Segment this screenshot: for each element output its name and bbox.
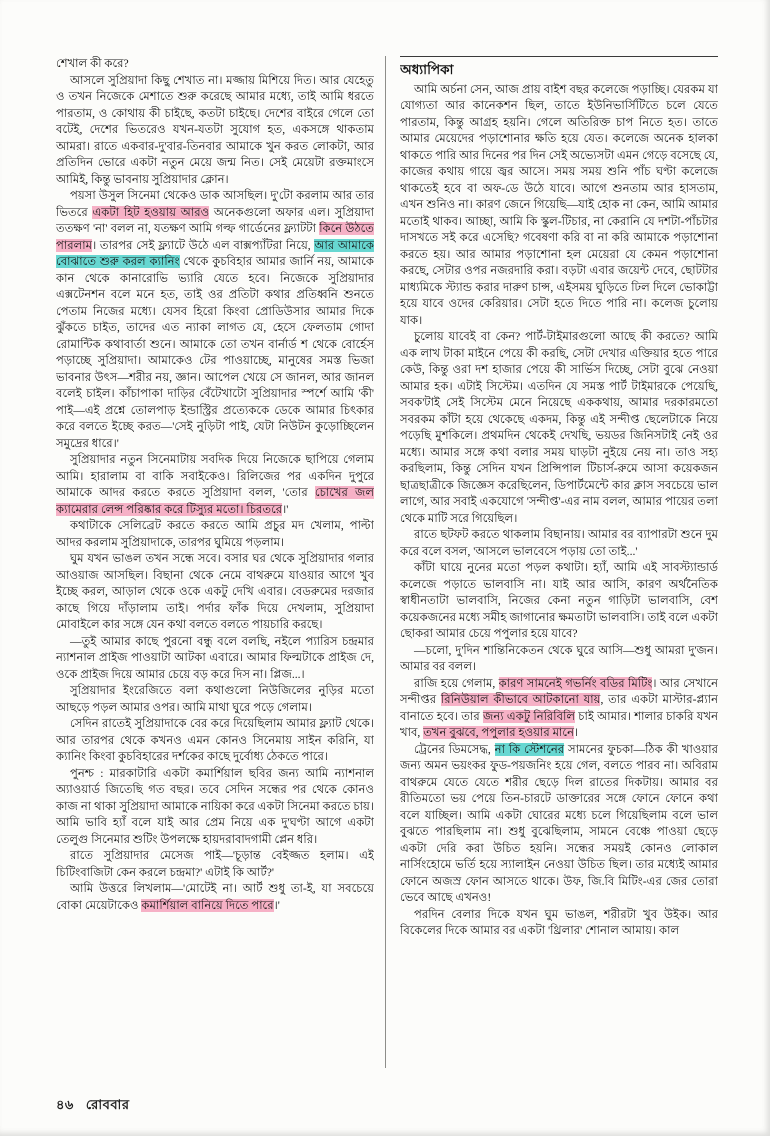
text-segment: শেখাল কী করে? bbox=[56, 57, 129, 70]
paragraph bbox=[400, 643, 718, 676]
paragraph bbox=[56, 518, 374, 551]
text-segment: রাতে ছটফট করতে থাকলাম বিছানায়। আমার বর ব্যাপারটা শুনে দুম করে বলে বসল, 'আসলে ভালবেসে পড়ায় তো তাই...' bbox=[400, 528, 718, 558]
text-segment: রাজি হয়ে গেলাম, bbox=[414, 676, 499, 690]
text-segment: সুপ্রিয়াদার ইংরেজিতে বলা কথাগুলো নিউজিলের নুড়ির মতো আছড়ে পড়ল আমার ওপর। আমি মাথা ঘুরে পড়ে গেলাম। bbox=[56, 684, 374, 714]
text-segment: । আর সেখানে সন্দীপ্তর bbox=[400, 676, 718, 706]
text-segment: আসলে সুপ্রিয়াদা কিছু শেখাত না। মজ্জায় মিশিয়ে দিত। আর যেহেতু ও তখন নিজেকে মেশাতে শুরু করেছে আমার মধ্যে, তাই আমি ধরতে পারতাম, ও কোথায় কী চাইছে, কতটা চাইছে। দেশের বাইরে গেলে তো বটেই, দেশের ভিতরেও যখন-যতটা সুযোগ হত, একসঙ্গে থাকতাম আমরা। রাতে একবার-দু'বার-তিনবার আমাকে খুন করত লোকটা, আর প্রতিদিন ভোরে একটা নতুন মেয়ে জন্ম নিত। সেই মেয়েটা রক্তমাংসে আমিই, কিন্তু ভাবনায় সুপ্রিয়াদার ক্লোন। bbox=[56, 73, 374, 186]
text-segment: পয়সা উসুল সিনেমা থেকেও ডাক আসছিল। দু'টো করলাম আর তার ভিতরে bbox=[56, 189, 374, 219]
text-segment: । bbox=[574, 726, 579, 739]
paragraph bbox=[400, 560, 718, 643]
paragraph bbox=[400, 676, 718, 742]
paragraph bbox=[56, 881, 374, 914]
paragraph bbox=[400, 329, 718, 527]
footer-page-number: ৪৬ bbox=[56, 1097, 74, 1112]
text-segment: কাঁটা ঘায়ে নুনের মতো পড়ল কথাটা। হ্যাঁ, আমি এই সাবস্ট্যান্ডার্ড কলেজে পড়াতে ভালবাসি না। যাই আর আসি, কারণ অর্থনৈতিক স্বাধীনতাটা ভালবাসি, নিজের কেনা নতুন গাড়িটা ভালবাসি, বেশ কয়েকজনের মধ্যে সমীহ জাগানোর ক্ষমতাটা ভালবাসি। তাই বলে একটা ছোকরা আমার চেয়ে পপুলার হয়ে যাবে? bbox=[400, 561, 718, 640]
text-segment: । তারপর সেই ফ্ল্যাটে উঠে এল বাক্সপ্যাঁটরা নিয়ে, bbox=[92, 238, 315, 252]
paragraph bbox=[56, 452, 374, 518]
paragraph bbox=[56, 188, 374, 452]
column-divider bbox=[385, 56, 386, 1068]
highlight-pink: একটা হিট হওয়ায় আরও bbox=[92, 205, 210, 219]
highlight-cyan: না কি স্টেশনের bbox=[494, 742, 565, 756]
page-footer bbox=[56, 1096, 129, 1117]
paragraph bbox=[56, 848, 374, 881]
text-segment: পরদিন বেলার দিকে যখন ঘুম ভাঙল, শরীরটা খুব উইক। আর বিকেলের দিকে আমার বর একটা 'থ্রিলার' শোনাল আমায়। কাল bbox=[400, 907, 718, 937]
text-segment: চুলোয় যাবেই বা কেন? পার্ট-টাইমারগুলো আছে কী করতে? আমি এক লাখ টাকা মাইনে পেয়ে কী করছি, সেটা দেখার এক্তিয়ার হতে পারে কেউ, কিন্তু ওরা দশ হাজার পেয়ে কী সার্ভিস দিচ্ছে, সেটা বুঝে নেওয়া আমার হক। এটাই সিস্টেম। এতদিন যে সমস্ত পার্ট টাইমারকে পেয়েছি, সবক'টাই সেই সিস্টেম মেনে নিয়েছে এককথায়, আমার দরকারমতো সবরকম কাঁটা হয়ে থেকেছে একদম, কিন্তু এই সন্দীপ্ত ছেলেটাকে নিয়ে পড়েছি মুশকিলে। প্রথমদিন থেকেই দেখছি, ভয়ডর জিনিসটাই নেই ওর মধ্যে। আমার সঙ্গে কথা বলার সময় ঘাড়টা নুইয়ে নেয় না। তাও সহ্য করছিলাম, কিন্তু সেদিন যখন প্রিন্সিপাল টিচার্স-রুমে আসা কয়েকজন ছাত্রছাত্রীকে জিজ্ঞেস করেছিলেন, ডিপার্টমেন্টে কার ক্লাস সবচেয়ে ভাল লাগে, আর সবাই একযোগে 'সন্দীপ্ত'-এর নাম বলল, আমার পায়ের তলা থেকে মাটি সরে গিয়েছিল। bbox=[400, 330, 718, 525]
paragraph bbox=[400, 82, 718, 330]
text-segment: ।' bbox=[282, 502, 289, 516]
paragraph bbox=[400, 527, 718, 560]
text-segment: অনেকগুলো অফার এল। সুপ্রিয়াদা ততক্ষণ 'না' বলল না, যতক্ষণ আমি গল্ফ গার্ডেনের ফ্ল্যাটটা bbox=[56, 205, 374, 235]
paragraph bbox=[56, 766, 374, 849]
text-segment: রাতে সুপ্রিয়াদার মেসেজ পাই—'চূড়ান্ত বেইজ্জত হলাম। এই চিটিংবাজিটা কেন করলে চন্দ্রমা?' এটাই কি আর্ট?' bbox=[56, 849, 374, 879]
highlight-pink: রিনিউয়াল কীভাবে আটকানো যায় bbox=[440, 693, 601, 706]
text-segment: পুনশ্চ : মারকাটারি একটা কমার্শিয়াল ছবির জন্য আমি ন্যাশনাল অ্যাওয়ার্ড জিতেছি গত বছর। তবে সেদিন সন্ধের পর থেকে কোনও কাজ না থাকা সুপ্রিয়াদা আমাকে নায়িকা করে একটা সিনেমা করতে চায়। আমি ভাবি হ্যাঁ বলে যাই আর প্রেম নিয়ে এক দু'ঘণ্টা আগে একটা তেলুগু সিনেমার শুটিং উপলক্ষে হায়দরাবাদগামী প্লেন ধরি। bbox=[56, 766, 374, 846]
text-segment: আমি উত্তরে লিখলাম—'মোটেই না। আর্ট শুধু তা-ই, যা সবচেয়ে বোকা মেয়েটাকেও bbox=[56, 882, 374, 912]
text-segment: সুপ্রিয়াদার নতুন সিনেমাটায় সবদিক দিয়ে নিজেকে ছাপিয়ে গেলাম আমি। হারালাম বা বাকি সবাইকেও। রিলিজের পর একদিন দুপুরে আমাকে আদর করতে করতে সুপ্রিয়াদা বলল, 'তোর bbox=[56, 453, 374, 499]
paragraph bbox=[56, 683, 374, 716]
text-segment: কথাটাকে সেলিব্রেট করতে করতে আমি প্রচুর মদ খেলাম, পাল্টা আদর করলাম সুপ্রিয়াদাকে, তারপর ঘুমিয়ে পড়লাম। bbox=[56, 519, 374, 549]
paragraph bbox=[400, 742, 718, 907]
text-segment: —তুই আমার কাছে পুরনো বন্ধু বলে বলছি, নইলে প্যারিস চন্দ্রমার ন্যাশনাল প্রাইজ পাওয়াটা আটকা এবারে। আমার ফিল্মটাকে প্রাইজ দে, ওকে প্রাইজ দিয়ে আমার চেয়ে বড় করে দিস না। প্লিজ...। bbox=[56, 634, 374, 681]
text-segment: ঘুম যখন ভাঙল তখন সন্ধে সবে। বসার ঘর থেকে সুপ্রিয়াদার গলার আওয়াজ আসছিল। বিছানা থেকে নেমে বাথরুমে যাওয়ার আগে খুব ইচ্ছে করল, আড়াল থেকে ওকে একটু দেখি এবার। বেডরুমের দরজার কাছে গিয়ে দাঁড়ালাম তাই। পর্দার ফাঁক দিয়ে দেখলাম, সুপ্রিয়াদা মোবাইলে কার সঙ্গে যেন কথা বলতে বলতে পায়চারি করছে। bbox=[56, 552, 374, 631]
paragraph bbox=[56, 73, 374, 189]
page-content bbox=[56, 56, 718, 1070]
text-segment: —চলো, দু'দিন শান্তিনিকেতন থেকে ঘুরে আসি—শুধু আমরা দু'জন। আমার বর বলল। bbox=[400, 643, 718, 673]
text-segment: সামনের ফুচকা—ঠিক কী খাওয়ার জন্য অমন ভয়ংকর ফুড-পয়জনিং হয়ে গেল, বলতে পারব না। অবিরাম বাথরুমে যেতে যেতে শরীর ছেড়ে দিল রাতের দিকটায়। আমার বর রীতিমতো ভয় পেয়ে তিন-চারটে ডাক্তারের সঙ্গে ফোনে ফোনে কথা বলে যাচ্ছিল। আমি একটা ঘোরের মধ্যে চলে গিয়েছিলাম বলে ভাল বুঝতে পারছিলাম না। শুধু বুঝেছিলাম, সামনে বেঞ্চে পাওয়া ছেড়ে একটা দেরি করা উচিত হয়নি। সন্ধের সময়ই কোনও লোকাল নার্সিংহোমে ভর্তি হয়ে স্যালাইন নেওয়া উচিত ছিল। তার মধ্যেই আমার ফোনে অজস্র ফোন আসতে থাকে। উফ, জি.বি মিটিং-এর জের তোরা ভেবে আছে এখনও! bbox=[400, 742, 718, 904]
paragraph bbox=[56, 716, 374, 766]
text-segment: , তার একটা মাস্টার-প্ল্যান বানাতে হবে। তার bbox=[400, 693, 718, 723]
text-segment: থেকে কুচবিহার আমার জার্নি নয়, আমাকে কান থেকে কানারোভি ভ্যারি যেতে হবে। নিজেকে সুপ্রিয়াদার এক্সটেনশন বলে মনে হত, তাই ওর প্রতিটা কথার প্রতিধ্বনি শুনতে পেতাম নিজের মধ্যে। যেসব হিরো কিংবা প্রোডিউসার আমার দিকে ঝুঁকতে চাইত, তাদের এত ন্যাকা লাগত যে, হেসে ফেলতাম গোদা রোমান্টিক কথাবার্তা শুনে। আমাকে তো তখন বার্নার্ড শ থেকে বোর্হেস পড়াচ্ছে সুপ্রিয়াদা। আমাকেও টের পাওয়াচ্ছে, মানুষের সমস্ত ভিজা ভাবনার উৎস—শরীর নয়, জ্ঞান। আপেল খেয়ে সে জানল, আর জানল বলেই চাইল। কাঁচাপাকা দাড়ির বেঁটেখাটো সুপ্রিয়াদার স্পর্শে আমি 'কী' পাই—এই প্রশ্নে তোলপাড় ইন্ডাস্ট্রির প্রত্যেককে ডেকে আমার চিৎকার করে বলতে ইচ্ছে করত—'সেই নুড়িটা পাই, যেটা নিউটন কুড়োচ্ছিলেন সমুদ্রের ধারে।' bbox=[56, 255, 374, 450]
highlight-pink: কারণ সামনেই গভর্নিং বডির মিটিং bbox=[498, 676, 653, 690]
paragraph bbox=[56, 56, 374, 73]
footer-magazine-name: রোববার bbox=[85, 1097, 130, 1112]
text-segment: আমি অর্চনা সেন, আজ প্রায় বাইশ বছর কলেজে পড়াচ্ছি। যেরকম যা যোগ্যতা আর কানেকশন ছিল, তাতে ইউনিভার্সিটিতে চলে যেতে পারতাম, কিন্তু আগ্রহ হয়নি। গেলে অতিরিক্ত চাপ নিতে হত। তাতে আমার মেয়েদের পড়াশোনার ক্ষতি হয়ে যেত। কলেজে অনেক হালকা থাকতে পারি আর দিনের পর দিন সেই অভ্যেসটা এমন গেড়ে বসেছে যে, কাজের কথায় গায়ে জ্বর আসে। সময় সময় শুনি পাঁচ ঘণ্টা কলেজে থাকতেই হবে বা অফ-ডে উঠে যাবে। আগে শুনতাম আর হাসতাম, এখন শুনিও না। কারণ জেনে গিয়েছি—যাই হোক না কেন, আমি আমার মতোই থাকব। আচ্ছা, আমি কি স্কুল-টিচার, না কেরানি যে দশটা-পাঁচটার দাসখতে সই করে এসেছি? গবেষণা করি বা না করি আমাকে পড়াশোনা করতে হয়। আর আমার পড়াশোনা হল মেয়েরা যে কেমন পড়াশোনা করছে, সেটার ওপর নজরদারি করা। বড়টা এবার জয়েন্ট দেবে, ছোটটার মাধ্যমিকে স্ট্যান্ড করার দারুণ চান্স, এইসময় ঘুড়িতে ঢিল দিলে ভোকাট্টা হয়ে যাবে ওদের কেরিয়ার। সেটা হতে দিতে পারি না। কলেজ চুলোয় যাক। bbox=[400, 82, 718, 327]
highlight-pink: কমার্শিয়াল বানিয়ে দিতে পারে bbox=[141, 898, 274, 912]
highlight-pink: চোখের জল ক্যামেরার লেন্স পরিষ্কার করে টিস্যুর মতো। চিরতরে bbox=[56, 486, 374, 516]
paragraph bbox=[56, 551, 374, 634]
left-column bbox=[56, 56, 374, 1070]
section-heading: অধ্যাপিকা bbox=[400, 56, 718, 79]
paragraph bbox=[56, 634, 374, 684]
highlight-pink: তখন বুঝবে, পপুলার হওয়ার মানে bbox=[423, 726, 574, 739]
paragraph bbox=[400, 907, 718, 940]
text-segment: চাই আমার। শালার চাকরি যখন খাব, bbox=[400, 709, 718, 739]
highlight-pink: কিনে উঠতে পারলাম bbox=[56, 222, 374, 252]
text-segment: ।' bbox=[273, 898, 280, 912]
right-column bbox=[400, 56, 718, 1070]
highlight-pink: জন্য একটু নিরিবিলি bbox=[482, 709, 576, 723]
text-segment: সেদিন রাতেই সুপ্রিয়াদাকে বের করে দিয়েছিলাম আমার ফ্ল্যাট থেকে। আর তারপর থেকে কখনও এমন কোনও সিনেমায় সাইন করিনি, যা ক্যানিং কিংবা কুচবিহারের দর্শকের কাছে দুর্বোধ্য ঠেকতে পারে। bbox=[56, 717, 374, 763]
text-segment: ট্রেনের ডিমসেদ্ধ, bbox=[414, 742, 495, 756]
highlight-cyan: আর আমাকে বোঝাতে শুরু করল ক্যানিং bbox=[56, 238, 374, 268]
